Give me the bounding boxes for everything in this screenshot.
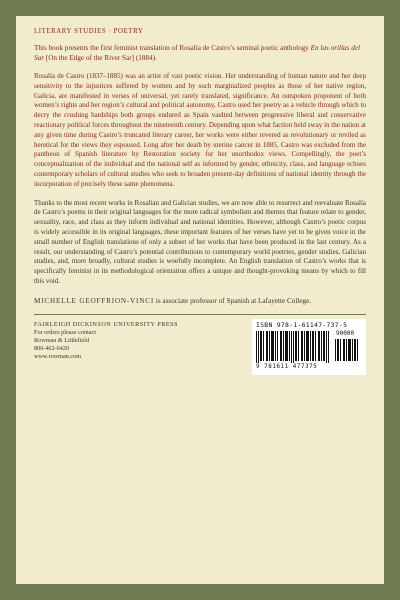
intro-text-after: [On the Edge of the River Sar] (1884). [44, 54, 157, 62]
isbn-label: ISBN 978-1-61147-737-5 [256, 320, 348, 329]
publisher-block [34, 321, 178, 361]
barcode [252, 319, 366, 375]
intro-paragraph [34, 43, 366, 63]
description-paragraph-2: Thanks to the most recent works in Rosalian and Galician studies, we are now able to resurrect and reevaluate Rosalía de Castro’s poems in their original languages for the more radical symbolism and themes that feature relate to gender, sexuality, race, and class as they inform individual and national identities. However, although Castro’s poetic corpus is widely accessible in its original languages, these important features of her verses have yet to be given voice in the small number of English translations of only a subset of her works that have been produced in the last century. As a result, our understanding of Castro’s potential contributions to contemporary world poetries, gender studies, Galician studies, and, more broadly, cultural studies is woefully incomplete. An English translation of Castro’s works that is specifically feminist in its methodological orientation offers a unique and thought-provoking means by which to fill this void. [34, 198, 366, 285]
publisher-website: www.rowman.com [34, 352, 82, 360]
author-bio [34, 296, 366, 306]
footer-row [34, 321, 366, 381]
publisher-phone: 800-462-6420 [34, 344, 70, 352]
category-label: LITERARY STUDIES · POETRY [34, 28, 144, 35]
intro-text-before: This book presents the first feminist translation of Rosalía de Castro’s seminal poetic anthology [34, 44, 311, 52]
author-name: MICHELLE GEOFFRION-VINCI [34, 296, 155, 305]
intro-book-title: En las orillas del Sar [34, 44, 360, 62]
price-code: 90000 [336, 329, 355, 337]
author-bio-text: is associate professor of Spanish at Lafayette College. [154, 296, 312, 305]
barcode-bars-icon [256, 331, 330, 363]
distributor-name: Rowman & Littlefield [34, 336, 89, 344]
description-paragraph-1: Rosalía de Castro (1837–1885) was an artist of vast poetic vision. Her understanding of human nature and her deep sensitivity to the injustices suffered by women and by such marginalized peoples as those of her native region, Galicia, are manifested in verses of universal, yet rarely translated, significance. An outspoken proponent of both women’s rights and her region’s cultural and political autonomy, Castro used her poetry as a vehicle through which to decry the crushing hardships both groups endured as Spain vaulted between progressive liberal and conservative reactionary political forces throughout the nineteenth century. Depending upon what faction held sway in the nation at any given time during Castro’s truncated literary career, her works were either revered as revolutionary or reviled as heretical for the views they espoused. Long after her death by uterine cancer in 1885, Castro was excluded from the pantheon of Spanish literature by Restoration society for her unorthodox views. Compellingly, the poet’s conceptualization of the individual and the national self as informed by gender, ethnicity, class, and language echoes contemporary scholars of cultural studies who seek to broaden present-day definitions of national identity through the incorporation of precisely these same phenomena. [34, 72, 366, 188]
publisher-name: FAIRLEIGH DICKINSON UNIVERSITY PRESS [34, 320, 178, 328]
divider [34, 314, 366, 315]
text-panel [16, 16, 384, 584]
price-barcode-icon [334, 331, 360, 361]
orders-line: For orders please contact [34, 328, 97, 336]
barcode-digits: 9 781611 477375 [256, 363, 318, 370]
